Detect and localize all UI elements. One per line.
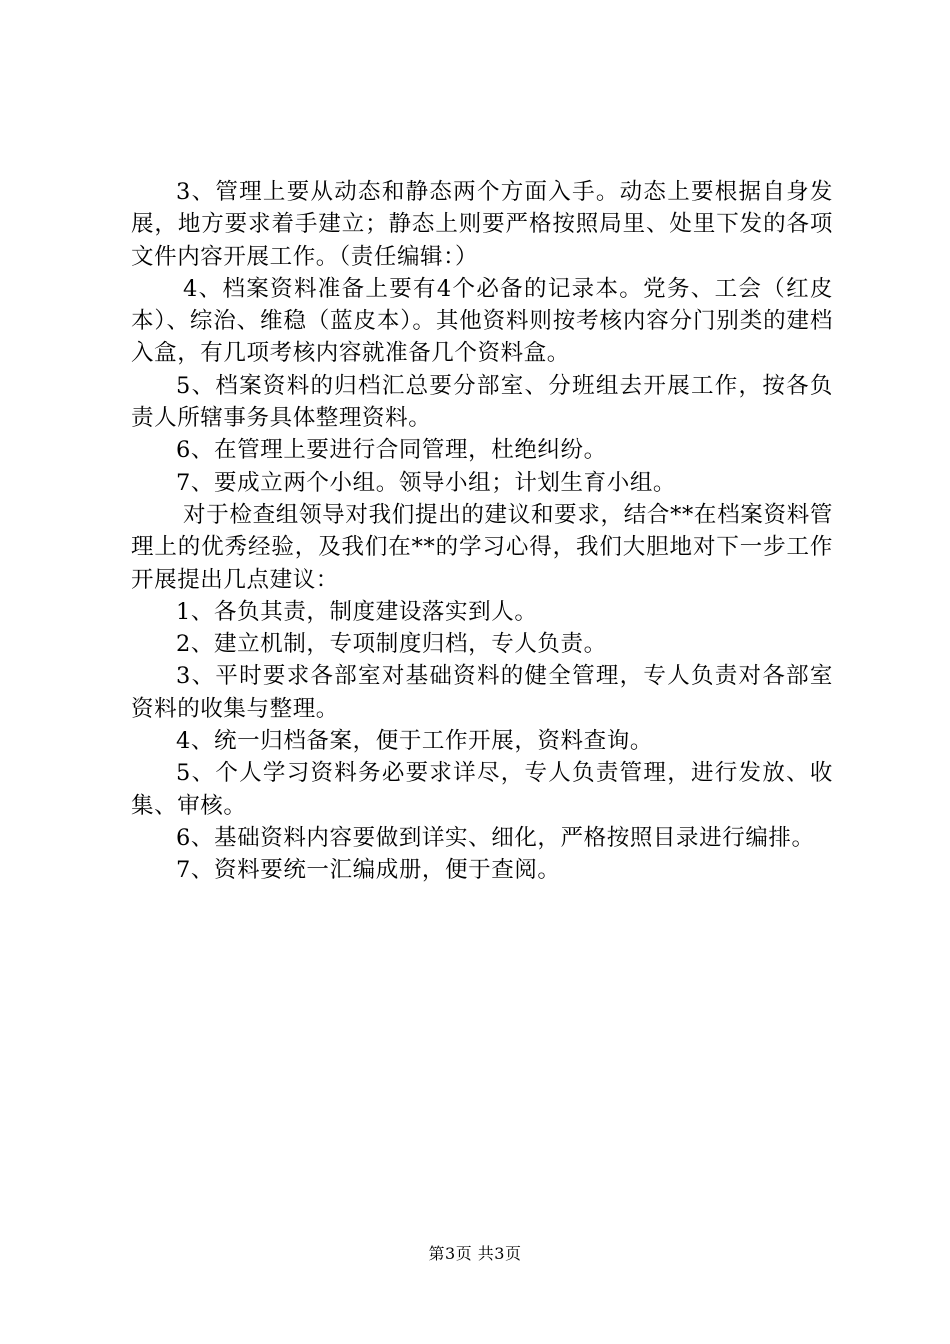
paragraph-suggestion-7: 7、资料要统一汇编成册，便于查阅。 (176, 857, 561, 884)
paragraph-suggestion-6: 6、基础资料内容要做到详实、细化，严格按照目录进行编排。 (176, 824, 815, 851)
paragraph-suggestion-2: 2、建立机制，专项制度归档，专人负责。 (176, 631, 607, 658)
paragraph-contract-management: 6、在管理上要进行合同管理，杜绝纠纷。 (176, 437, 607, 464)
paragraph-suggestion-4: 4、统一归档备案，便于工作开展，资料查询。 (176, 728, 653, 755)
paragraph-suggestions-intro: 对于检查组领导对我们提出的建议和要求，结合**在档案资料管理上的优秀经验，及我们在**的学习心得，我们大胆地对下一步工作开展提出几点建议： (131, 501, 833, 593)
document-body (131, 176, 833, 887)
paragraph-two-groups: 7、要成立两个小组。领导小组；计划生育小组。 (176, 469, 677, 496)
paragraph-management-approach: 3、管理上要从动态和静态两个方面入手。动态上要根据自身发展，地方要求着手建立；静态上则要严格按照局里、处里下发的各项文件内容开展工作。（责任编辑：） (131, 179, 833, 270)
paragraph-suggestion-3: 3、平时要求各部室对基础资料的健全管理，专人负责对各部室资料的收集与整理。 (131, 663, 833, 722)
paragraph-archive-summary: 5、档案资料的归档汇总要分部室、分班组去开展工作，按各负责人所辖事务具体整理资料。 (131, 372, 833, 432)
paragraph-suggestion-1: 1、各负其责，制度建设落实到人。 (176, 598, 538, 625)
page-number-footer: 第3页 共3页 (428, 1244, 522, 1263)
paragraph-suggestion-5: 5、个人学习资料务必要求详尽，专人负责管理，进行发放、收集、审核。 (131, 760, 833, 819)
paragraph-record-books: 4、档案资料准备上要有4个必备的记录本。党务、工会（红皮本）、综治、维稳（蓝皮本）。其他资料则按考核内容分门别类的建档入盒，有几项考核内容就准备几个资料盒。 (131, 275, 833, 367)
